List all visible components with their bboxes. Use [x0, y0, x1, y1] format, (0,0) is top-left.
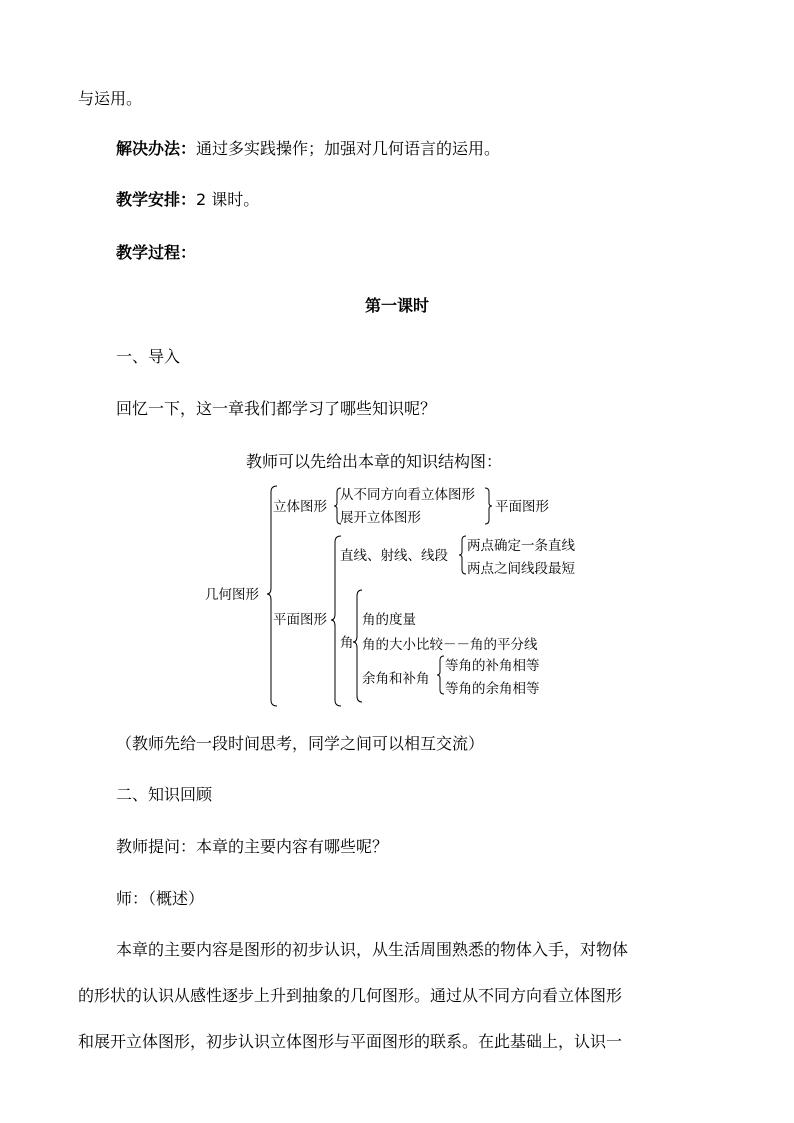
body-line-3: 和展开立体图形，初步认识立体图形与平面图形的联系。在此基础上，认识一 — [78, 1032, 623, 1051]
knowledge-structure-diagram — [195, 478, 605, 710]
teacher-label: 师：（概述） — [116, 889, 205, 908]
node-solid-unfold: 展开立体图形 — [340, 510, 421, 526]
teacher-question: 教师提问：本章的主要内容有哪些呢？ — [116, 837, 389, 856]
schedule-paragraph — [116, 189, 259, 211]
node-angle-measure: 角的度量 — [362, 612, 416, 628]
node-solid-view: 从不同方向看立体图形 — [340, 487, 475, 503]
solution-paragraph — [116, 138, 500, 160]
lesson-title: 第一课时 — [364, 296, 429, 315]
lines-brace — [459, 536, 466, 574]
schedule-label: 教学安排： — [116, 190, 197, 209]
section-heading-review: 二、知识回顾 — [116, 785, 213, 804]
node-root: 几何图形 — [205, 587, 259, 603]
section-heading-intro: 一、导入 — [116, 347, 181, 366]
root-brace — [267, 486, 277, 706]
teacher-note: （教师先给一段时间思考，同学之间可以相互交流） — [116, 734, 485, 753]
node-complement-fact2: 等角的余角相等 — [445, 681, 540, 697]
complement-brace — [437, 656, 444, 694]
body-line-2: 的形状的认识从感性逐步上升到抽象的几何图形。通过从不同方向看立体图形 — [78, 986, 623, 1005]
solid-result-brace — [485, 488, 492, 524]
node-solid: 立体图形 — [273, 499, 327, 515]
node-lines-fact1: 两点确定一条直线 — [467, 538, 575, 554]
node-lines: 直线、射线、线段 — [340, 548, 448, 564]
node-complement: 余角和补角 — [362, 671, 430, 687]
node-plane: 平面图形 — [273, 612, 327, 628]
schedule-text: 2 课时。 — [196, 190, 260, 209]
process-label: 教学过程： — [116, 243, 197, 262]
node-solid-result: 平面图形 — [495, 499, 549, 515]
intro-question: 回忆一下，这一章我们都学习了哪些知识呢？ — [116, 399, 437, 418]
body-line-1: 本章的主要内容是图形的初步认识，从生活周围熟悉的物体入手，对物体 — [116, 940, 629, 959]
paragraph-continuation: 与运用。 — [78, 89, 143, 108]
solution-text: 通过多实践操作；加强对几何语言的运用。 — [196, 139, 501, 158]
angle-brace — [353, 590, 362, 702]
node-angle: 角 — [340, 635, 354, 651]
node-lines-fact2: 两点之间线段最短 — [467, 561, 575, 577]
solution-label: 解决办法： — [116, 139, 197, 158]
diagram-caption: 教师可以先给出本章的知识结构图： — [246, 452, 503, 471]
node-angle-compare: 角的大小比较－－角的平分线 — [362, 637, 538, 653]
node-complement-fact1: 等角的补角相等 — [445, 658, 540, 674]
